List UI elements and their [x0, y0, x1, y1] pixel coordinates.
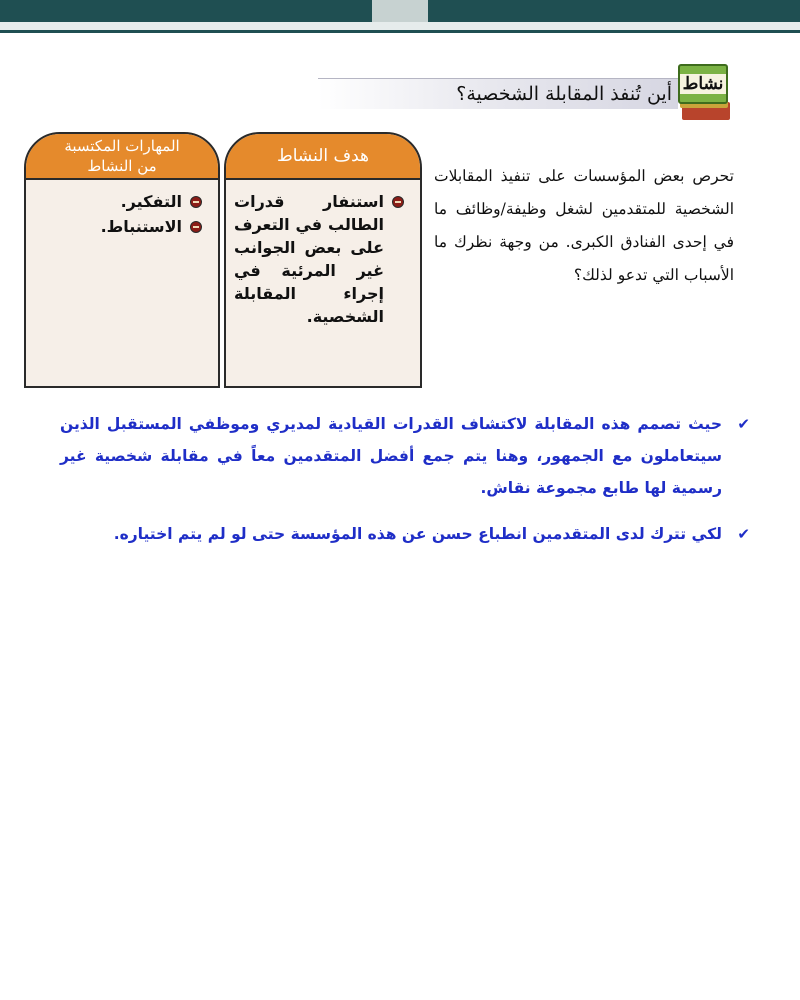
top-header-rule [0, 30, 800, 33]
answer-item [60, 408, 750, 504]
badge-book-green [678, 64, 728, 104]
check-arrow-icon: ✔ [737, 525, 750, 543]
goal-list [226, 180, 420, 328]
skills-list [26, 180, 218, 238]
answer-text: لكي تترك لدى المتقدمين انطباع حسن عن هذه المؤسسة حتى لو لم يتم اختياره. [113, 525, 722, 543]
activity-badge-label: نشاط [680, 74, 727, 94]
bullet-icon [392, 196, 404, 208]
top-header-bar [0, 0, 800, 22]
top-header-divider [0, 22, 800, 30]
top-header-tab [372, 0, 428, 22]
skills-item-text: التفكير. [120, 192, 182, 211]
goal-header: هدف النشاط [226, 134, 420, 180]
skills-item [34, 215, 202, 238]
activity-badge [678, 62, 732, 122]
answer-item [60, 518, 750, 550]
activity-intro-text: تحرص بعض المؤسسات على تنفيذ المقابلات الشخصية للمتقدمين لشغل وظيفة/وظائف ما في إحدى الفنادق الكبرى. من وجهة نظرك ما الأسباب التي تدعو لذلك؟ [434, 167, 734, 284]
goal-column [224, 132, 422, 388]
skills-column [24, 132, 220, 388]
skills-header-line1: المهارات المكتسبة [64, 137, 180, 155]
skills-header-line2: من النشاط [87, 157, 157, 175]
goal-item [234, 190, 404, 328]
goal-item-text: استنفار قدرات الطالب في التعرف على بعض الجوانب غير المرئية في إجراء المقابلة الشخصية. [234, 192, 384, 326]
answer-text: حيث تصمم هذه المقابلة لاكتشاف القدرات القيادية لمديري وموظفي المستقبل الذين سيتعاملون مع الجمهور، وهنا يتم جمع أفضل المتقدمين معاً في مقابلة شخصية غير رسمية لها طابع مجموعة نقاش. [60, 415, 722, 497]
check-arrow-icon: ✔ [737, 415, 750, 433]
answers-list [60, 408, 750, 564]
bullet-icon [190, 221, 202, 233]
skills-item [34, 190, 202, 213]
activity-title: أين تُنفذ المقابلة الشخصية؟ [456, 83, 672, 105]
skills-header [26, 134, 218, 180]
bullet-icon [190, 196, 202, 208]
skills-item-text: الاستنباط. [100, 217, 182, 236]
